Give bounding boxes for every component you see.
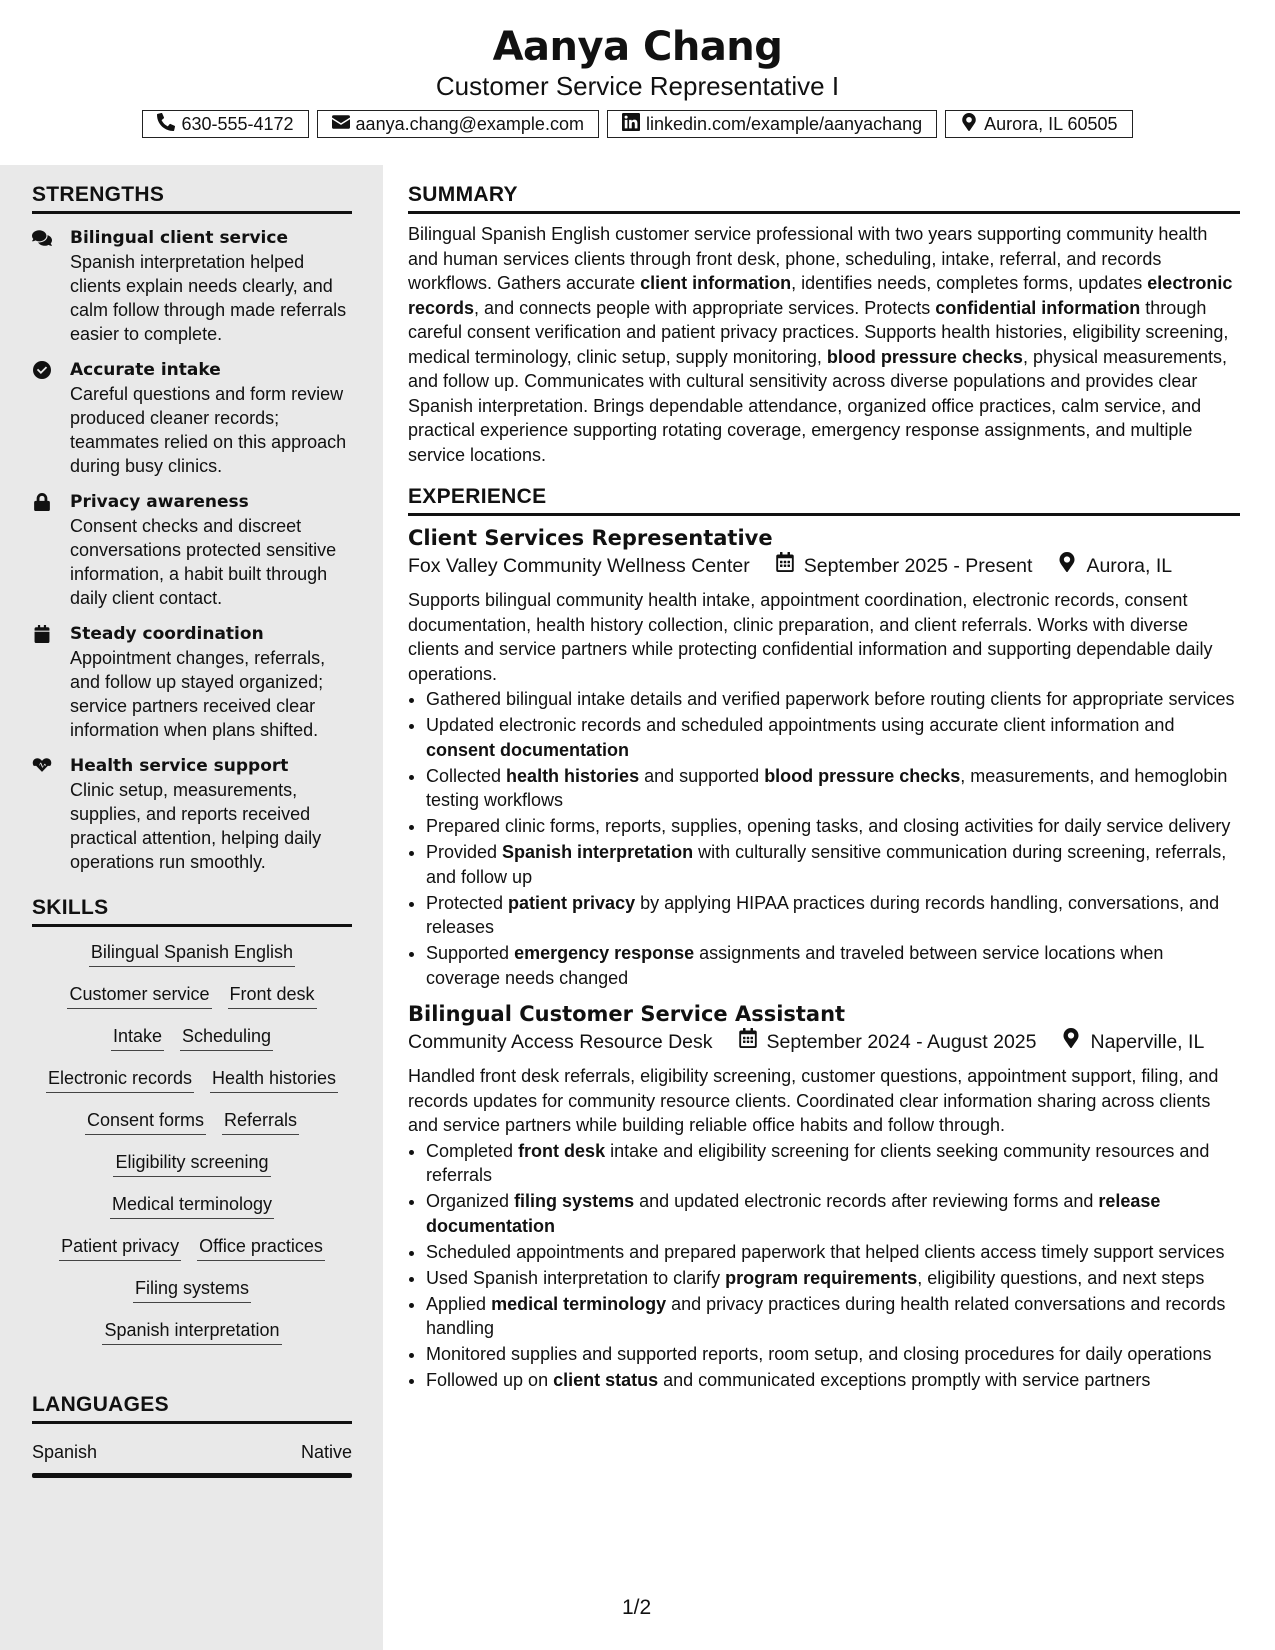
skill-row xyxy=(59,1235,325,1261)
job-dates: September 2025 - Present xyxy=(803,555,1033,577)
bullet-item: • Organized filing systems and updated electronic records after reviewing forms and release documentation xyxy=(426,1189,1240,1238)
skills-list xyxy=(32,941,352,1345)
skill-row xyxy=(67,983,316,1009)
bullet-item: • Monitored supplies and supported reports, room setup, and closing procedures for daily operations xyxy=(426,1342,1240,1367)
skill-tag: Scheduling xyxy=(180,1025,273,1051)
bullet-item: • Prepared clinic forms, reports, supplies, opening tasks, and closing activities for daily service delivery xyxy=(426,814,1240,839)
language-item xyxy=(32,1442,352,1463)
lock-icon xyxy=(32,490,60,610)
emphasis-text: blood pressure checks xyxy=(826,346,1023,367)
email-text: aanya.chang@example.com xyxy=(355,113,584,134)
skill-tag: Customer service xyxy=(67,983,211,1009)
skill-tag: Medical terminology xyxy=(110,1193,274,1219)
emphasis-text: medical terminology xyxy=(491,1293,667,1314)
map-pin-icon xyxy=(1058,552,1076,580)
linkedin-text: linkedin.com/example/aanyachang xyxy=(645,113,923,134)
contact-bar xyxy=(0,110,1275,138)
job-dates: September 2024 - August 2025 xyxy=(766,1031,1037,1053)
summary-text: Bilingual Spanish English customer service professional with two years supporting community health and human services clients through front desk, phone, scheduling, intake, referral, and records workflows. Gathers accurate client information, identifies needs, completes forms, updates electronic records, and connects people with appropriate services. Protects confidential information through careful consent verification and patient privacy practices. Supports health histories, eligibility screening, medical terminology, clinic setup, supply monitoring, blood pressure checks, physical measurements, and follow up. Communicates with cultural sensitivity across diverse populations and provides clear Spanish interpretation. Brings dependable attendance, organized office practices, calm service, and practical experience supporting rotating coverage, emergency response assignments, and multiple service locations. xyxy=(408,224,1233,465)
strength-item xyxy=(32,622,352,742)
bullet-item: • Updated electronic records and scheduled appointments using accurate client information and consent documentation xyxy=(426,713,1240,762)
skill-row xyxy=(113,1151,270,1177)
skill-tag: Intake xyxy=(111,1025,164,1051)
emphasis-text: health histories xyxy=(506,765,640,786)
emphasis-text: blood pressure checks xyxy=(764,765,961,786)
bullet-item: • Protected patient privacy by applying HIPAA practices during records handling, conversations, and releases xyxy=(426,891,1240,940)
phone-icon xyxy=(157,113,175,136)
location-text: Aurora, IL 60505 xyxy=(984,113,1118,134)
skill-row xyxy=(110,1193,274,1219)
contact-location xyxy=(945,110,1132,138)
skill-tag: Spanish interpretation xyxy=(102,1319,281,1345)
skill-tag: Eligibility screening xyxy=(113,1151,270,1177)
skill-tag: Office practices xyxy=(197,1235,325,1261)
company-name: Fox Valley Community Wellness Center xyxy=(408,555,750,577)
emphasis-text: release documentation xyxy=(426,1191,1161,1236)
job-location: Aurora, IL xyxy=(1086,555,1173,577)
job-bullets xyxy=(408,687,1240,990)
candidate-role: Customer Service Representative I xyxy=(435,71,840,101)
strength-title: Steady coordination xyxy=(70,624,264,644)
job-bullets xyxy=(408,1139,1240,1393)
language-name: Spanish xyxy=(32,1442,98,1462)
languages-heading: LANGUAGES xyxy=(32,1393,352,1424)
bullet-item: • Gathered bilingual intake details and verified paperwork before routing clients for appropriate services xyxy=(426,687,1240,712)
job-meta xyxy=(408,552,1240,580)
calendar-icon xyxy=(32,622,60,742)
skills-heading: SKILLS xyxy=(32,896,352,927)
language-level: Native xyxy=(300,1442,352,1462)
emphasis-text: confidential information xyxy=(935,297,1141,318)
strength-body: Spanish interpretation helped clients explain needs clearly, and calm follow through made referrals easier to complete. xyxy=(70,252,347,344)
resume-header xyxy=(0,22,1275,138)
skill-row xyxy=(85,1109,299,1135)
skill-tag: Consent forms xyxy=(85,1109,206,1135)
candidate-name: Aanya Chang xyxy=(492,24,783,70)
emphasis-text: client information xyxy=(640,273,792,293)
emphasis-text: filing systems xyxy=(514,1191,635,1211)
strength-body: Appointment changes, referrals, and follow up stayed organized; service partners received clear information when plans shifted. xyxy=(70,648,326,740)
main-content xyxy=(408,183,1240,1394)
emphasis-text: emergency response xyxy=(514,943,695,963)
bullet-item: • Supported emergency response assignments and traveled between service locations when coverage needs changed xyxy=(426,941,1240,990)
job-entry xyxy=(408,1000,1240,1393)
strength-body: Clinic setup, measurements, supplies, and reports received practical attention, helping daily operations run smoothly. xyxy=(70,780,322,872)
map-pin-icon xyxy=(960,113,978,136)
calendar-icon xyxy=(739,1028,757,1056)
envelope-icon xyxy=(332,113,350,136)
job-location: Naperville, IL xyxy=(1090,1031,1205,1053)
skill-row xyxy=(46,1067,338,1093)
strength-title: Health service support xyxy=(70,756,289,776)
skill-row xyxy=(89,941,295,967)
language-proficiency-bar xyxy=(32,1473,352,1478)
strengths-heading: STRENGTHS xyxy=(32,183,352,214)
skill-tag: Electronic records xyxy=(46,1067,194,1093)
emphasis-text: front desk xyxy=(518,1140,606,1161)
linkedin-icon xyxy=(622,113,640,136)
skill-tag: Referrals xyxy=(222,1109,299,1135)
emphasis-text: program requirements xyxy=(725,1267,918,1288)
strength-item xyxy=(32,490,352,610)
emphasis-text: patient privacy xyxy=(508,892,636,913)
skill-tag: Health histories xyxy=(210,1067,338,1093)
bullet-item: • Used Spanish interpretation to clarify program requirements, eligibility questions, and next steps xyxy=(426,1266,1240,1291)
heart-pulse-icon xyxy=(32,754,60,874)
contact-linkedin[interactable] xyxy=(607,110,937,138)
bullet-item: • Applied medical terminology and privacy practices during health related conversations and records handling xyxy=(426,1292,1240,1341)
bullet-item: • Provided Spanish interpretation with culturally sensitive communication during screening, referrals, and follow up xyxy=(426,840,1240,889)
summary-heading: SUMMARY xyxy=(408,183,1240,214)
skill-row xyxy=(133,1277,251,1303)
strength-item xyxy=(32,754,352,874)
skill-tag: Filing systems xyxy=(133,1277,251,1303)
contact-email[interactable] xyxy=(317,110,599,138)
job-title: Client Services Representative xyxy=(408,526,773,550)
strength-item xyxy=(32,226,352,346)
contact-phone[interactable] xyxy=(142,110,308,138)
skill-tag: Front desk xyxy=(228,983,317,1009)
job-meta xyxy=(408,1028,1240,1056)
bullet-item: • Completed front desk intake and eligibility screening for clients seeking community resources and referrals xyxy=(426,1139,1240,1188)
comments-icon xyxy=(32,226,60,346)
check-circle-icon xyxy=(32,358,60,478)
map-pin-icon xyxy=(1062,1028,1080,1056)
job-title: Bilingual Customer Service Assistant xyxy=(408,1002,846,1026)
strength-title: Bilingual client service xyxy=(70,228,288,248)
strength-title: Privacy awareness xyxy=(70,492,249,512)
page-number: 1/2 xyxy=(622,1596,652,1619)
skill-tag: Patient privacy xyxy=(59,1235,181,1261)
strength-item xyxy=(32,358,352,478)
strength-body: Careful questions and form review produced cleaner records; teammates relied on this approach during busy clinics. xyxy=(70,384,347,476)
job-description: Supports bilingual community health intake, appointment coordination, electronic records, consent documentation, health history collection, clinic preparation, and client referrals. Works with diverse clients and service partners while protecting confidential information and supporting dependable daily operations. xyxy=(408,590,1213,684)
bullet-item: • Scheduled appointments and prepared paperwork that helped clients access timely support services xyxy=(426,1240,1240,1265)
strength-body: Consent checks and discreet conversations protected sensitive information, a habit built through daily client contact. xyxy=(70,516,337,608)
skill-row xyxy=(102,1319,281,1345)
emphasis-text: consent documentation xyxy=(426,739,630,760)
emphasis-text: client status xyxy=(553,1370,659,1390)
company-name: Community Access Resource Desk xyxy=(408,1031,713,1053)
phone-text: 630-555-4172 xyxy=(181,113,294,134)
emphasis-text: Spanish interpretation xyxy=(502,842,694,862)
emphasis-text: electronic records xyxy=(408,273,1233,318)
strength-title: Accurate intake xyxy=(70,360,221,380)
calendar-icon xyxy=(776,552,794,580)
skill-row xyxy=(111,1025,273,1051)
job-entry xyxy=(408,524,1240,990)
bullet-item: • Collected health histories and supported blood pressure checks, measurements, and hemoglobin testing workflows xyxy=(426,764,1240,813)
skill-tag: Bilingual Spanish English xyxy=(89,941,295,967)
sidebar xyxy=(0,165,383,1650)
job-description: Handled front desk referrals, eligibility screening, customer questions, appointment support, filing, and records updates for community resource clients. Coordinated clear information sharing across clients and service partners while building reliable office habits and follow through. xyxy=(408,1066,1219,1135)
experience-heading: EXPERIENCE xyxy=(408,485,1240,516)
bullet-item: • Followed up on client status and communicated exceptions promptly with service partners xyxy=(426,1368,1240,1393)
